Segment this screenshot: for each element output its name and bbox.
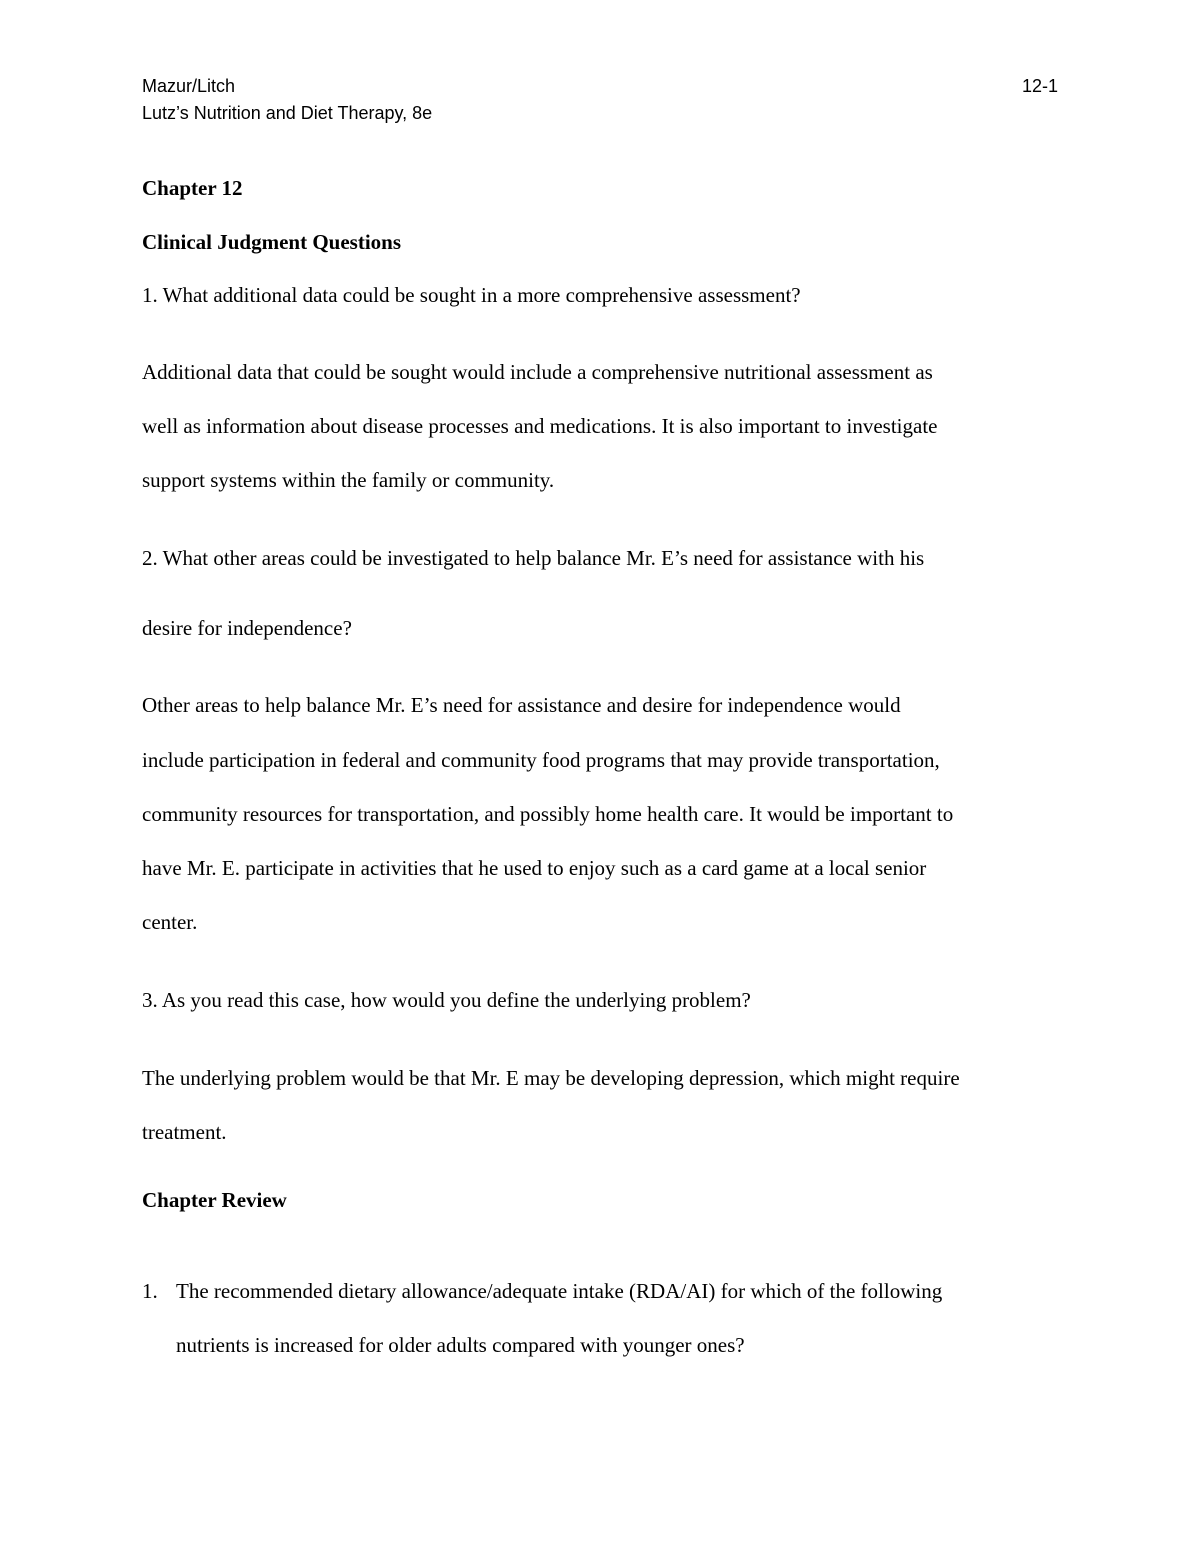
chapter-title: Chapter 12 (142, 176, 243, 200)
answer-2-line-5: center. (142, 910, 198, 934)
header-book-title: Lutz’s Nutrition and Diet Therapy, 8e (142, 103, 433, 123)
answer-2-line-1: Other areas to help balance Mr. E’s need for assistance and desire for independence would (142, 693, 901, 717)
review-item-1-line-1: The recommended dietary allowance/adequate intake (RDA/AI) for which of the following (176, 1279, 943, 1303)
section-heading-clinical-judgment: Clinical Judgment Questions (142, 230, 402, 254)
answer-1-line-2: well as information about disease processes and medications. It is also important to investigate (142, 414, 938, 438)
question-1: 1. What additional data could be sought in a more comprehensive assessment? (142, 283, 801, 307)
question-3: 3. As you read this case, how would you define the underlying problem? (142, 988, 751, 1012)
answer-2-line-4: have Mr. E. participate in activities that he used to enjoy such as a card game at a local senior (142, 856, 927, 880)
answer-1-line-1: Additional data that could be sought would include a comprehensive nutritional assessment as (142, 360, 933, 384)
section-heading-chapter-review: Chapter Review (142, 1188, 287, 1212)
answer-1-line-3: support systems within the family or community. (142, 468, 555, 492)
question-2-line-1: 2. What other areas could be investigated to help balance Mr. E’s need for assistance with his (142, 546, 925, 570)
review-item-1-number: 1. (142, 1279, 158, 1303)
answer-2-line-2: include participation in federal and community food programs that may provide transportation, (142, 748, 940, 772)
answer-2-line-3: community resources for transportation, and possibly home health care. It would be important to (142, 802, 954, 826)
question-2-line-2: desire for independence? (142, 616, 352, 640)
header-author: Mazur/Litch (142, 76, 236, 96)
answer-3-line-2: treatment. (142, 1120, 227, 1144)
review-item-1-line-2: nutrients is increased for older adults compared with younger ones? (176, 1333, 745, 1357)
answer-3-line-1: The underlying problem would be that Mr. E may be developing depression, which might require (142, 1066, 960, 1090)
header-page-number: 12-1 (1021, 76, 1058, 96)
